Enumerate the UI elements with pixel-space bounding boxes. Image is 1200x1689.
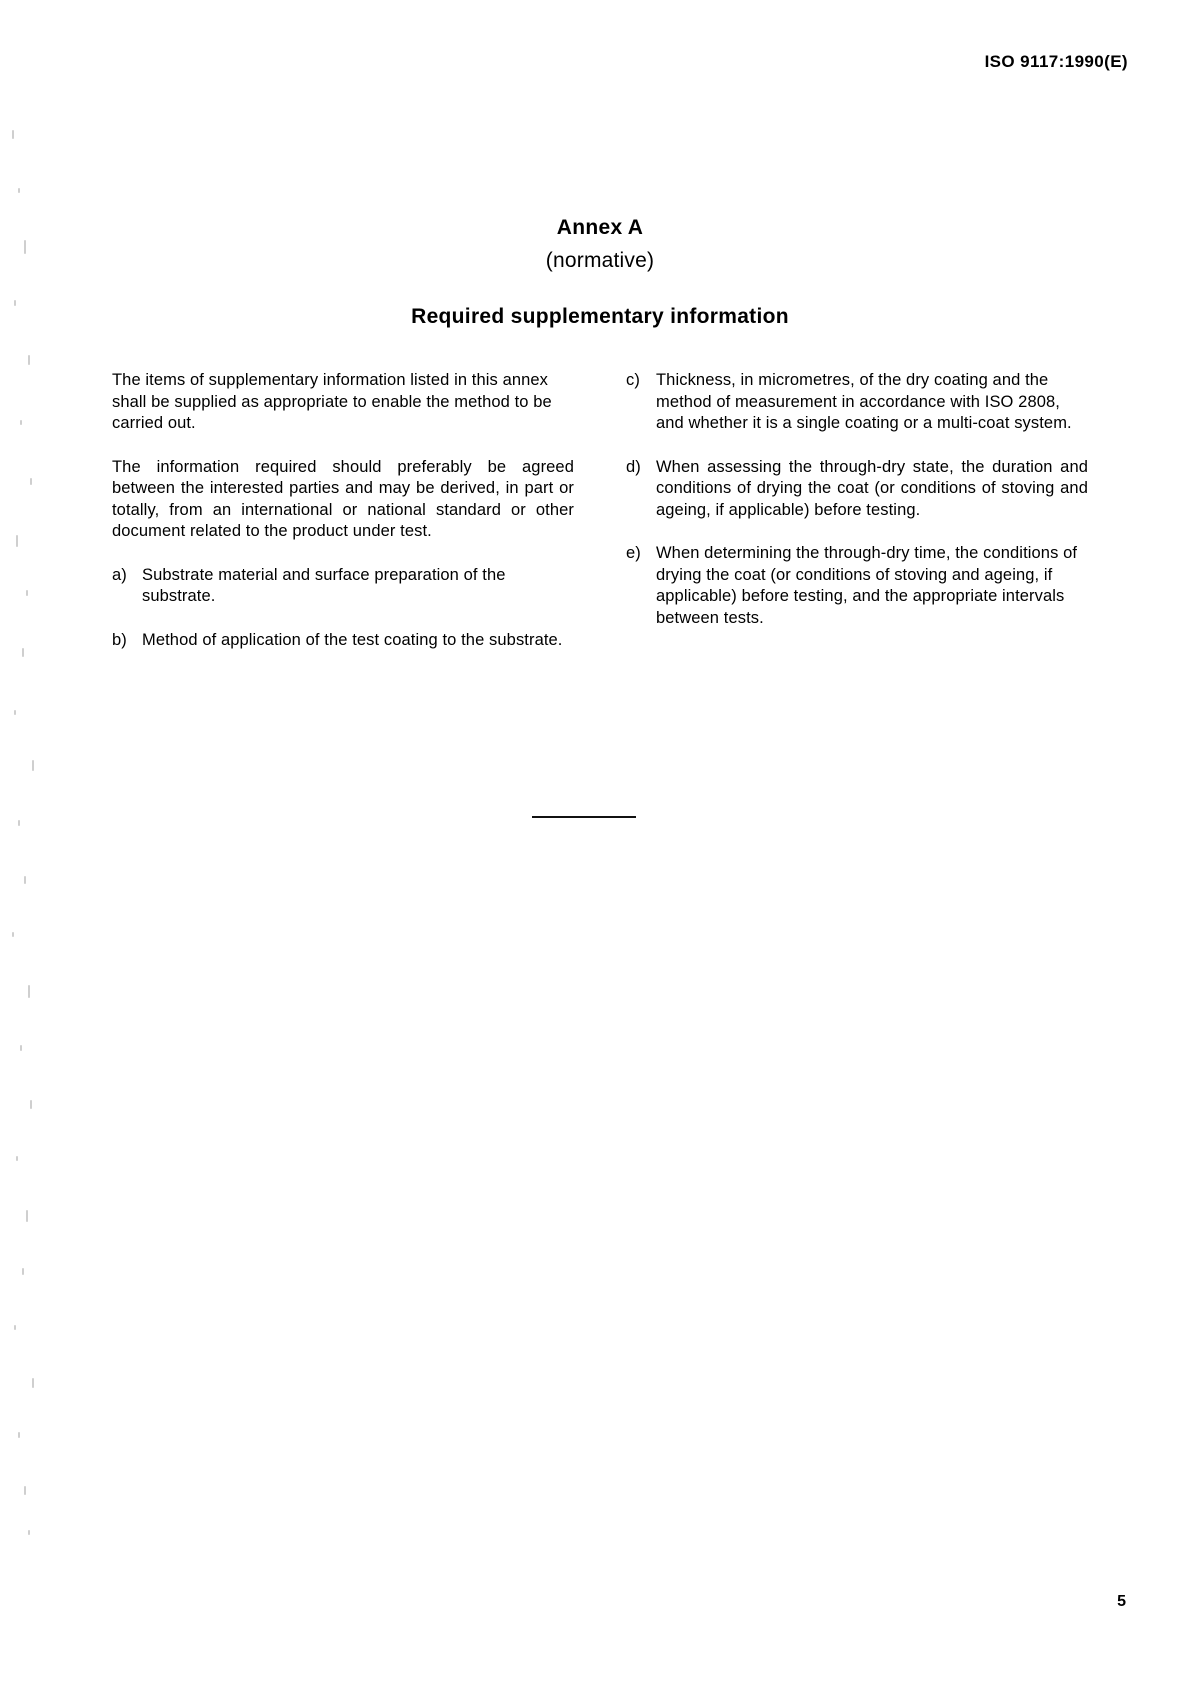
list-item-text: Thickness, in micrometres, of the dry coating and the method of measurement in accordance with ISO 2808, and whether it is a single coating or a multi-coat system.: [656, 371, 1072, 432]
right-column: [626, 370, 1088, 673]
section-end-rule: [532, 816, 636, 818]
page-number: 5: [1117, 1593, 1126, 1610]
list-item-text: When determining the through-dry time, the conditions of drying the coat (or conditions of stoving and ageing, if applicable) before testing, and the appropriate intervals between tests.: [656, 544, 1078, 627]
list-item-marker: e): [626, 544, 641, 562]
annex-title-block: [0, 215, 1200, 275]
list-item-marker: a): [112, 565, 127, 584]
list-item-marker: b): [112, 630, 127, 649]
list-item-text: Method of application of the test coating to the substrate.: [142, 630, 563, 649]
annex-kind: (normative): [545, 249, 655, 273]
list-item-marker: d): [626, 457, 641, 476]
body-columns: [112, 370, 1088, 673]
list-item: [626, 370, 1088, 435]
annex-name: Annex A: [556, 216, 644, 239]
list-item-text: When assessing the through-dry state, the duration and conditions of drying the coat (or conditions of stoving and ageing, if applicable) before testing.: [656, 457, 1088, 519]
list-item-marker: c): [626, 371, 640, 389]
list-item: [112, 565, 574, 608]
list-item: [626, 543, 1088, 629]
scan-artifacts: [8, 120, 42, 1560]
paragraph: The information required should preferably be agreed between the interested parties and may be derived, in part or totally, from an international or national standard or other document related to the product under test.: [112, 457, 574, 540]
document-header-standard-reference: ISO 9117:1990(E): [984, 52, 1128, 71]
left-column: [112, 370, 574, 673]
paragraph: The items of supplementary information listed in this annex shall be supplied as appropriate to enable the method to be carried out.: [112, 371, 552, 432]
list-item: [626, 457, 1088, 522]
list-item-text: Substrate material and surface preparation of the substrate.: [142, 565, 506, 605]
annex-subject-heading: Required supplementary information: [411, 305, 789, 328]
list-item: [112, 630, 574, 652]
